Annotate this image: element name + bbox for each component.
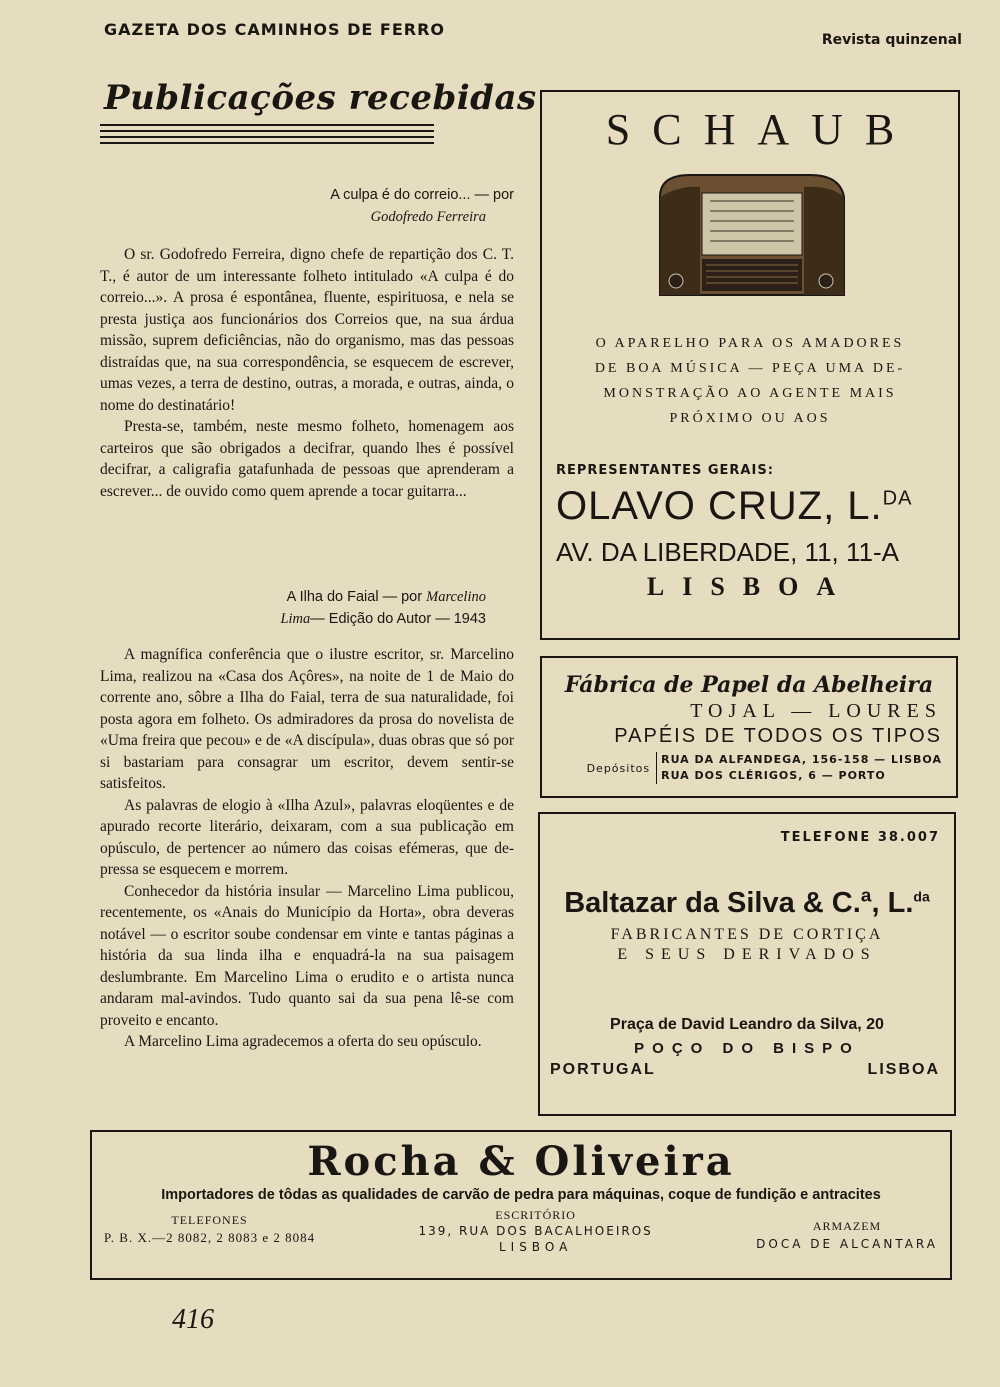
ad-rocha [90,1130,952,1280]
ad-schaub [540,90,960,640]
ad-slogan: PAPÉIS DE TODOS OS TIPOS [614,725,942,747]
contact-label: ARMAZEM [812,1219,882,1233]
ad-name: Fábrica de Papel da Abelheira [564,672,934,698]
ad-papel [540,656,958,798]
ad-company [540,887,954,920]
article-heading [100,184,514,228]
contact-value: LISBOA [498,1240,573,1254]
ad-company [556,484,958,529]
article-author: Marcelino [426,589,486,605]
ad-deposits [542,752,942,784]
ad-contacts [104,1208,938,1255]
article-paragraph: A Marcelino Lima agradecemos a oferta do seu opúsculo. [124,1033,482,1050]
city: LISBOA [867,1061,940,1078]
contact-label: TELEFONES [171,1213,248,1227]
country: PORTUGAL [550,1061,656,1078]
ad-tagline [542,331,958,431]
tagline-line: O APARELHO PARA OS AMADORES [595,336,905,351]
page-number: 416 [172,1304,214,1335]
ad-description: Importadores de tôdas as qualidades de carvão de pedra para máquinas, coque de fundição e antracites [161,1187,881,1203]
article-faial [100,586,514,1053]
company-name: Baltazar da Silva & C.ª, L. [564,887,914,919]
journal-subtitle: Revista quinzenal [821,32,962,48]
ad-name: Rocha & Oliveira [307,1138,735,1185]
radio-icon [640,167,860,307]
ad-line: FABRICANTES DE CORTIÇA [610,926,884,943]
company-suffix: da [913,888,930,905]
article-paragraph: A magnífica conferência que o ilustre escritor, sr. Marcelino Lima, realizou na «Casa dos Açôres», na noite de 1 de Maio do corrente ano, sôbre a Ilha do Faial, terra de sua naturalidade, foi posta agora em folheto. Os admiradores da prosa do novelista de «Uma freira que pecou» e de «A discípula», duas obras que só por si bastariam para consagrar um escritor, devem sentir-se satisfeitos. [100,646,514,792]
article-edition: — Edição do Autor — 1943 [310,611,486,627]
deposit-address: RUA DOS CLÉRIGOS, 6 — PORTO [661,769,886,782]
ad-location [550,1061,940,1079]
contact-value: P. B. X.—2 8082, 2 8083 e 2 8084 [104,1230,316,1245]
ad-location: TOJAL — LOURES [690,700,942,722]
section-title: Publicações recebidas [104,78,537,118]
contact-value: DOCA DE ALCANTARA [756,1237,938,1251]
deposits-label: Depósitos [586,761,651,775]
company-suffix: DA [882,487,913,510]
article-title: A Ilha do Faial — por [286,589,423,605]
title-rule [100,142,434,144]
ad-line: E SEUS DERIVADOS [617,946,877,963]
ad-telephone: TELEFONE 38.007 [780,830,940,845]
article-paragraph: Conhecedor da história insular — Marcelino Lima publicou, recentemente, os «Anais do Município da Horta», obra deveras notável — o escritor soube condensar em vinte e tantas páginas a história da sua linda ilha e enquadrá-la na sua paisagem deslumbrante. Em Marcelino Lima o erudito e o artista nunca andaram mal-avindos. Tudo quanto sai da sua pena lê-se com proveito e encanto. [100,882,514,1029]
contact-office [418,1207,652,1255]
deposit-address: RUA DA ALFANDEGA, 156-158 — LISBOA [661,753,942,766]
journal-title: GAZETA DOS CAMINHOS DE FERRO [104,20,446,39]
article-author-surname: Lima [280,611,311,627]
article-paragraph: Presta-se, também, neste mesmo folheto, homenagem aos carteiros que são obrigados a decifrar, quando lhes é possível decifrar, a caligrafia gatafunhada de pessoas que aprenderam a escrever... de ouvido como quem aprende a tocar guitarra... [100,418,514,500]
title-rule [100,136,434,138]
tagline-line: PRÓXIMO OU AOS [669,411,831,426]
contact-warehouse [756,1217,938,1253]
contact-telephones [104,1211,315,1247]
ad-address: AV. DA LIBERDADE, 11, 11-A [556,537,899,567]
title-rule [100,124,434,126]
company-name: OLAVO CRUZ, L. [556,484,883,528]
ad-baltazar [538,812,956,1116]
contact-label: ESCRITÓRIO [495,1208,576,1222]
article-author: Godofredo Ferreira [370,209,486,225]
article-paragraph: As palavras de elogio à «Ilha Azul», palavras eloqüentes e de apurado recorte literário, deixaram, com a sua publicação em opúsculo, de pertencer ao número das coisas efémeras, que de-pressa se esquecem e morrem. [100,796,514,878]
article-title: A culpa é do correio... — por [330,187,514,203]
contact-value: 139, RUA DOS BACALHOEIROS [418,1224,653,1238]
tagline-line: DE BOA MÚSICA — PEÇA UMA DE- [594,361,906,376]
ad-area: POÇO DO BISPO [634,1040,860,1057]
ad-city: LISBOA [646,572,854,601]
title-rule [100,130,434,132]
article-culpa [100,184,514,502]
article-heading [100,586,514,630]
ad-reps-label: REPRESENTANTES GERAIS: [556,463,774,478]
ad-brand: SCHAUB [605,105,917,154]
ad-address: Praça de David Leandro da Silva, 20 [610,1016,884,1033]
tagline-line: MONSTRAÇÃO AO AGENTE MAIS [603,386,897,401]
article-paragraph: O sr. Godofredo Ferreira, digno chefe de repartição dos C. T. T., é autor de um interessante folheto intitulado «A culpa é do correio...». A prosa é espontânea, fluente, espirituosa, e nela se presta justiça aos funcionários dos Correios que, na sua árdua missão, suprem deficiências, não do organismo, mas das pessoas distraídas que, na sua correspondência, se esquecem de escrever, umas vezes, a terra de destino, outras, a morada, e outras, ainda, o nome do destinatário! [100,246,514,414]
